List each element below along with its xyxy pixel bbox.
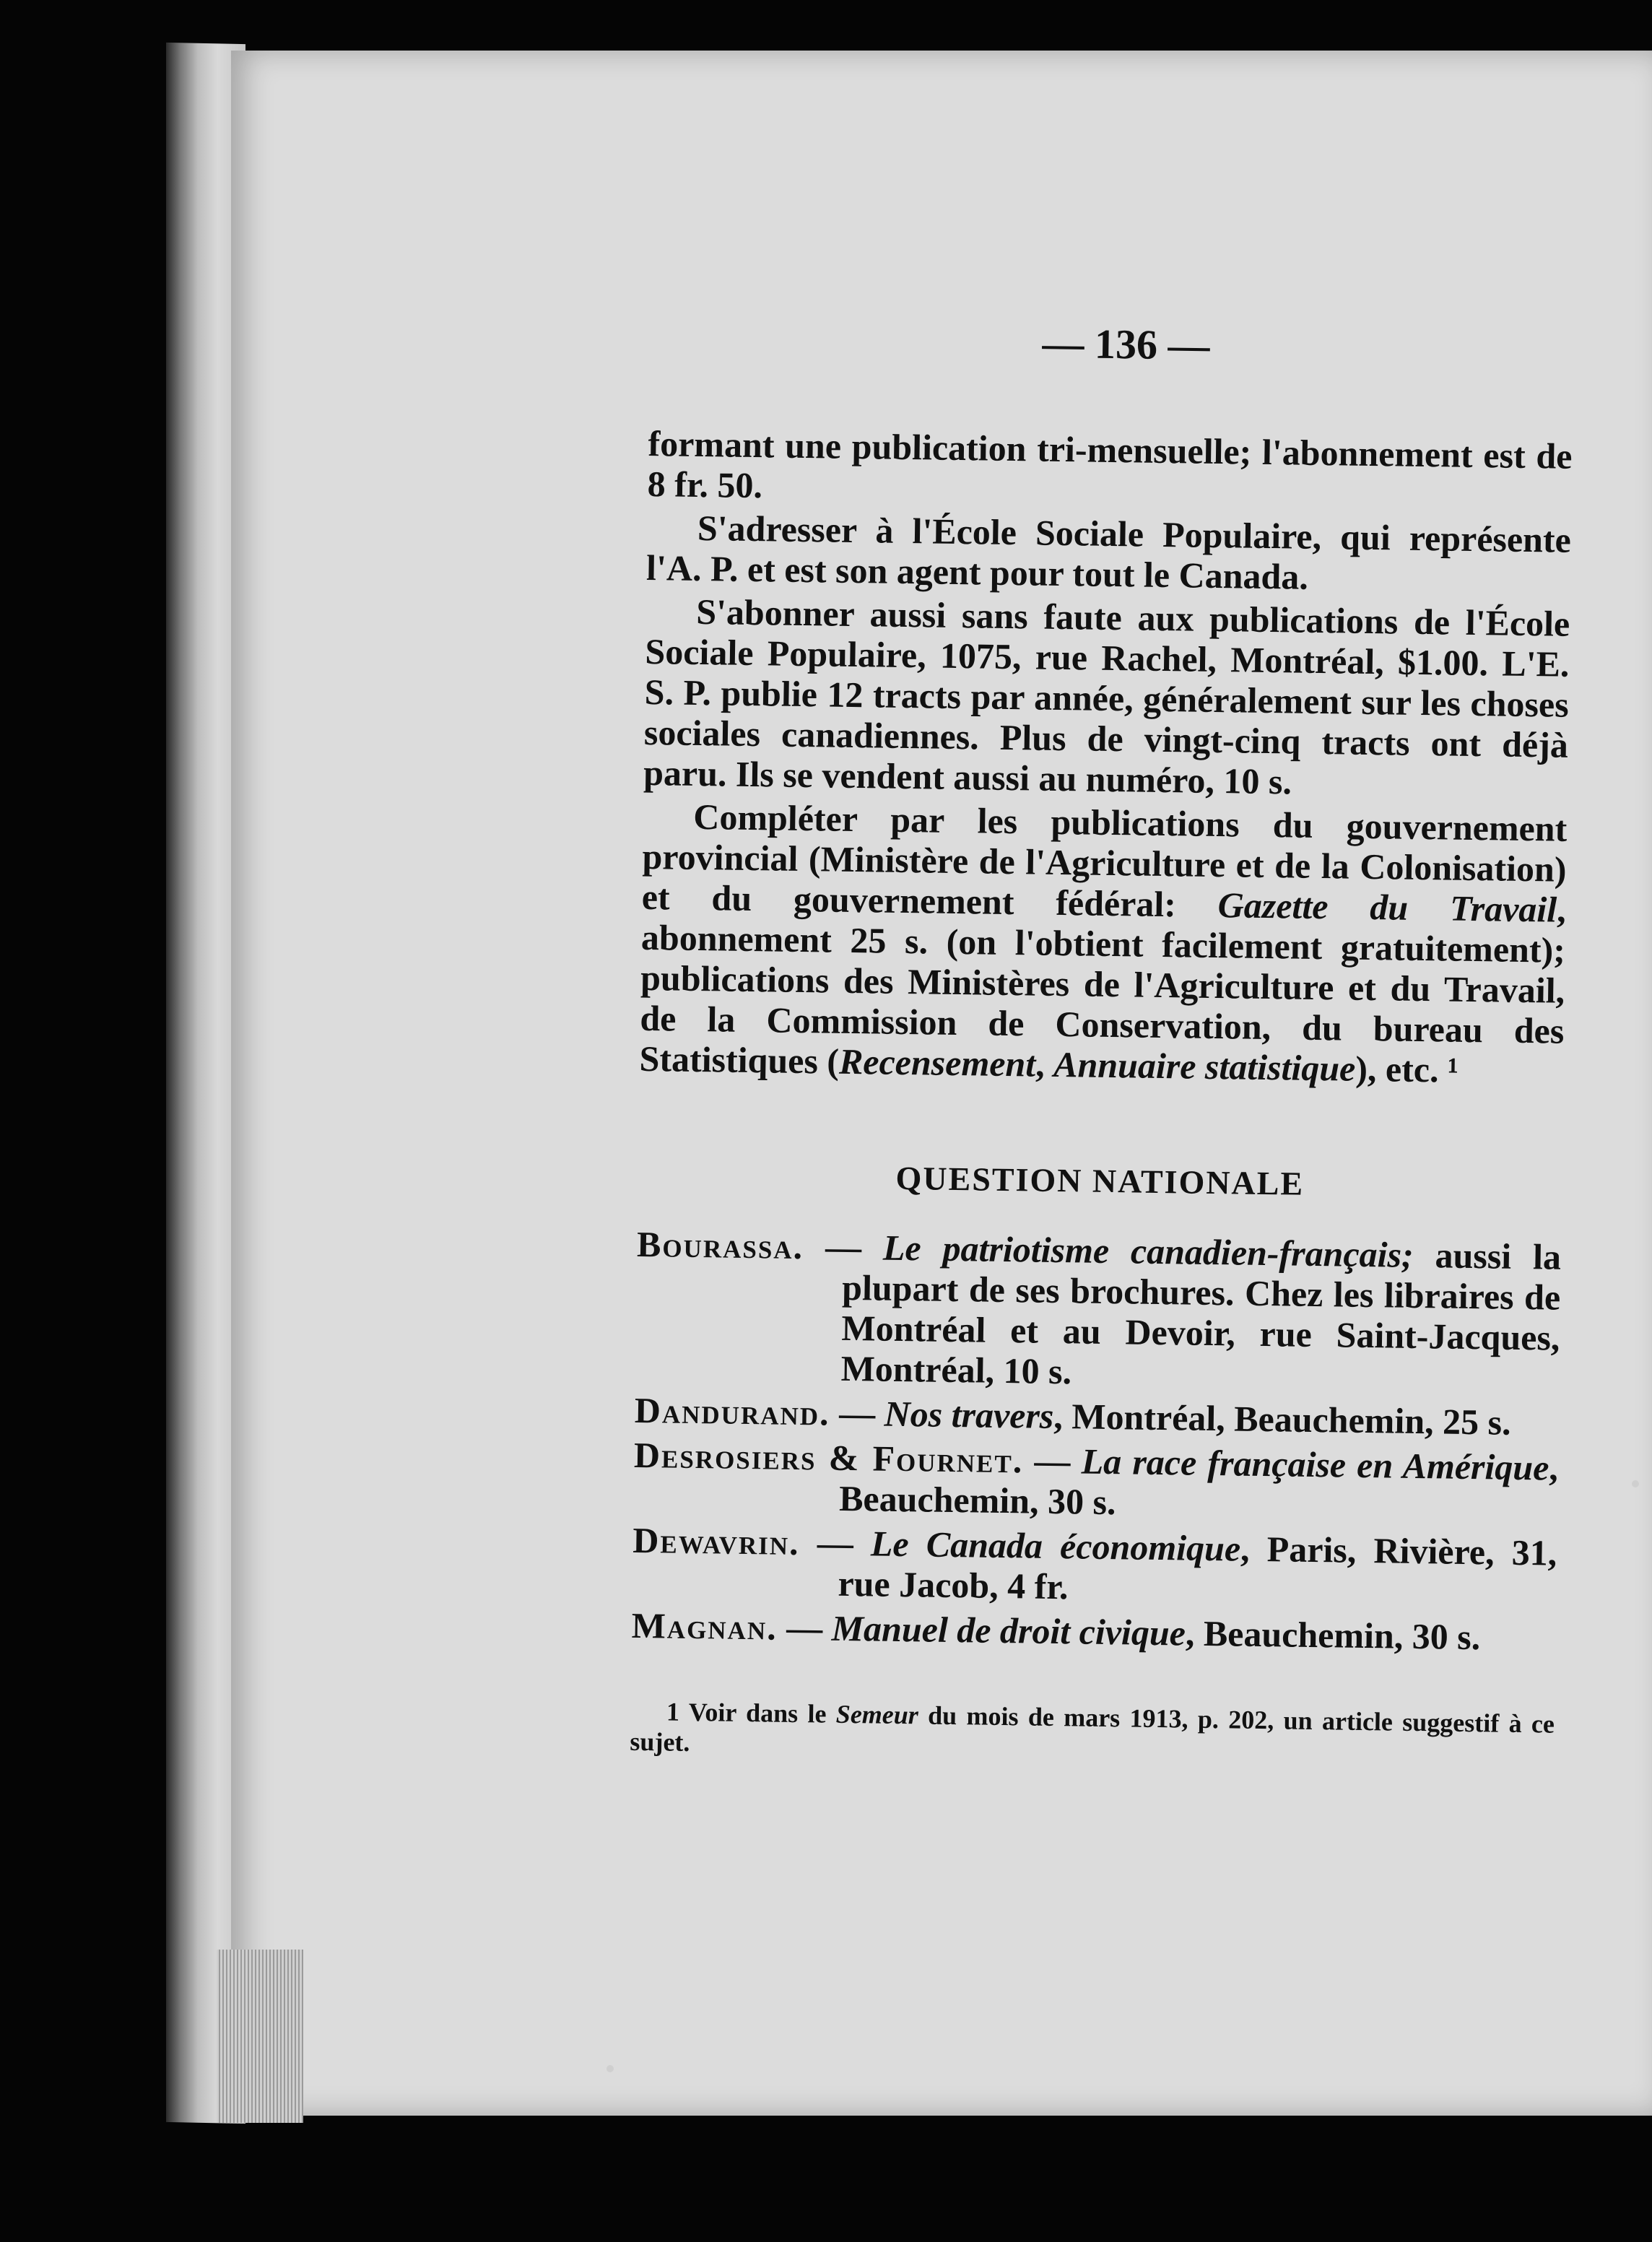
page-content xyxy=(630,318,1574,1796)
recensement-title: Recensement xyxy=(838,1040,1036,1085)
entry-dash: — xyxy=(803,1226,884,1268)
entry-title: Nos travers xyxy=(884,1393,1054,1436)
entry-author: Bourassa. xyxy=(636,1223,804,1267)
bibliography-entry xyxy=(633,1435,1558,1529)
paragraph-4 xyxy=(639,796,1567,1092)
semeur-title: Semeur xyxy=(835,1699,919,1730)
entry-author: Desrosiers & Fournet. xyxy=(633,1434,1024,1481)
dust-speck xyxy=(1632,1480,1639,1487)
entry-details: aussi la plupart de ses brochures. Chez les libraires de Montréal et au Devoir, rue Saint-Jacques, Montréal, 10 s. xyxy=(840,1234,1562,1392)
paragraph-2: S'adresser à l'École Sociale Populaire, qui représente l'A. P. et est son agent pour tout le Canada. xyxy=(645,507,1572,597)
page-number: — 136 — xyxy=(1042,319,1210,369)
paragraph-3: S'abonner aussi sans faute aux publications de l'École Sociale Populaire, 1075, rue Rachel, Montréal, $1.00. L'E. S. P. publie 12 tracts par année, généralement sur les choses sociales canadiennes. Plus de vingt-cinq tracts ont déjà paru. Ils se vendent aussi au numéro, 10 s. xyxy=(643,591,1570,802)
gazette-title: Gazette du Travail xyxy=(1217,885,1557,930)
entry-dash: — xyxy=(830,1392,885,1434)
paragraph-4-sep: , xyxy=(1035,1043,1054,1085)
paragraph-4-text-1: Compléter par les publications du gouvernement provincial (Ministère de l'Agriculture et de la Colonisation) et du gouvernement fédéral: xyxy=(641,796,1568,926)
paragraph-4-text-2: , abonnement 25 s. (on l'obtient facilement gratuitement); publications des Ministères de l'Agriculture et du Travail, de la Commission de Conservation, du bureau des Statistiques ( xyxy=(639,889,1567,1082)
entry-dash: — xyxy=(1022,1440,1082,1482)
entry-author: Magnan. xyxy=(631,1604,778,1648)
annuaire-title: Annuaire statistique xyxy=(1053,1043,1356,1089)
entry-author: Dewavrin. xyxy=(632,1519,801,1563)
footnote-number: 1 xyxy=(666,1697,680,1726)
footnote-text-2: du mois de mars 1913, p. 202, un article suggestif à ce sujet. xyxy=(630,1700,1555,1757)
entry-title: Manuel de droit civique xyxy=(831,1607,1186,1654)
section-title: QUESTION NATIONALE xyxy=(895,1159,1305,1202)
footnote-text-1: Voir dans le xyxy=(679,1697,837,1729)
entry-title: La race française en Amérique xyxy=(1081,1441,1549,1488)
entry-details: , Montréal, Beauchemin, 25 s. xyxy=(1053,1395,1511,1443)
entry-dash: — xyxy=(777,1607,832,1648)
paragraph-1: formant une publication tri-mensuelle; l'abonnement est de 8 fr. 50. xyxy=(647,422,1573,506)
entry-title: Le patriotisme canadien-français; xyxy=(882,1227,1414,1275)
entry-details: , Paris, Rivière, 31, rue Jacob, 4 fr. xyxy=(838,1528,1557,1607)
entry-author: Dandurand. xyxy=(634,1389,831,1433)
bibliography-entry xyxy=(632,1520,1557,1614)
paragraph-4-text-3: ), etc. ¹ xyxy=(1355,1048,1459,1090)
entry-details: , Beauchemin, 30 s. xyxy=(1185,1612,1481,1658)
entry-details: , Beauchemin, 30 s. xyxy=(838,1447,1559,1523)
entry-title: Le Canada économique xyxy=(870,1523,1241,1569)
bibliography-entry xyxy=(634,1390,1559,1443)
footnote xyxy=(630,1696,1555,1770)
page-stack-edge xyxy=(217,1950,303,2123)
bibliography-entry xyxy=(635,1224,1561,1399)
bibliography-entry xyxy=(631,1605,1556,1659)
entry-dash: — xyxy=(799,1522,871,1564)
dust-speck xyxy=(607,2065,614,2072)
